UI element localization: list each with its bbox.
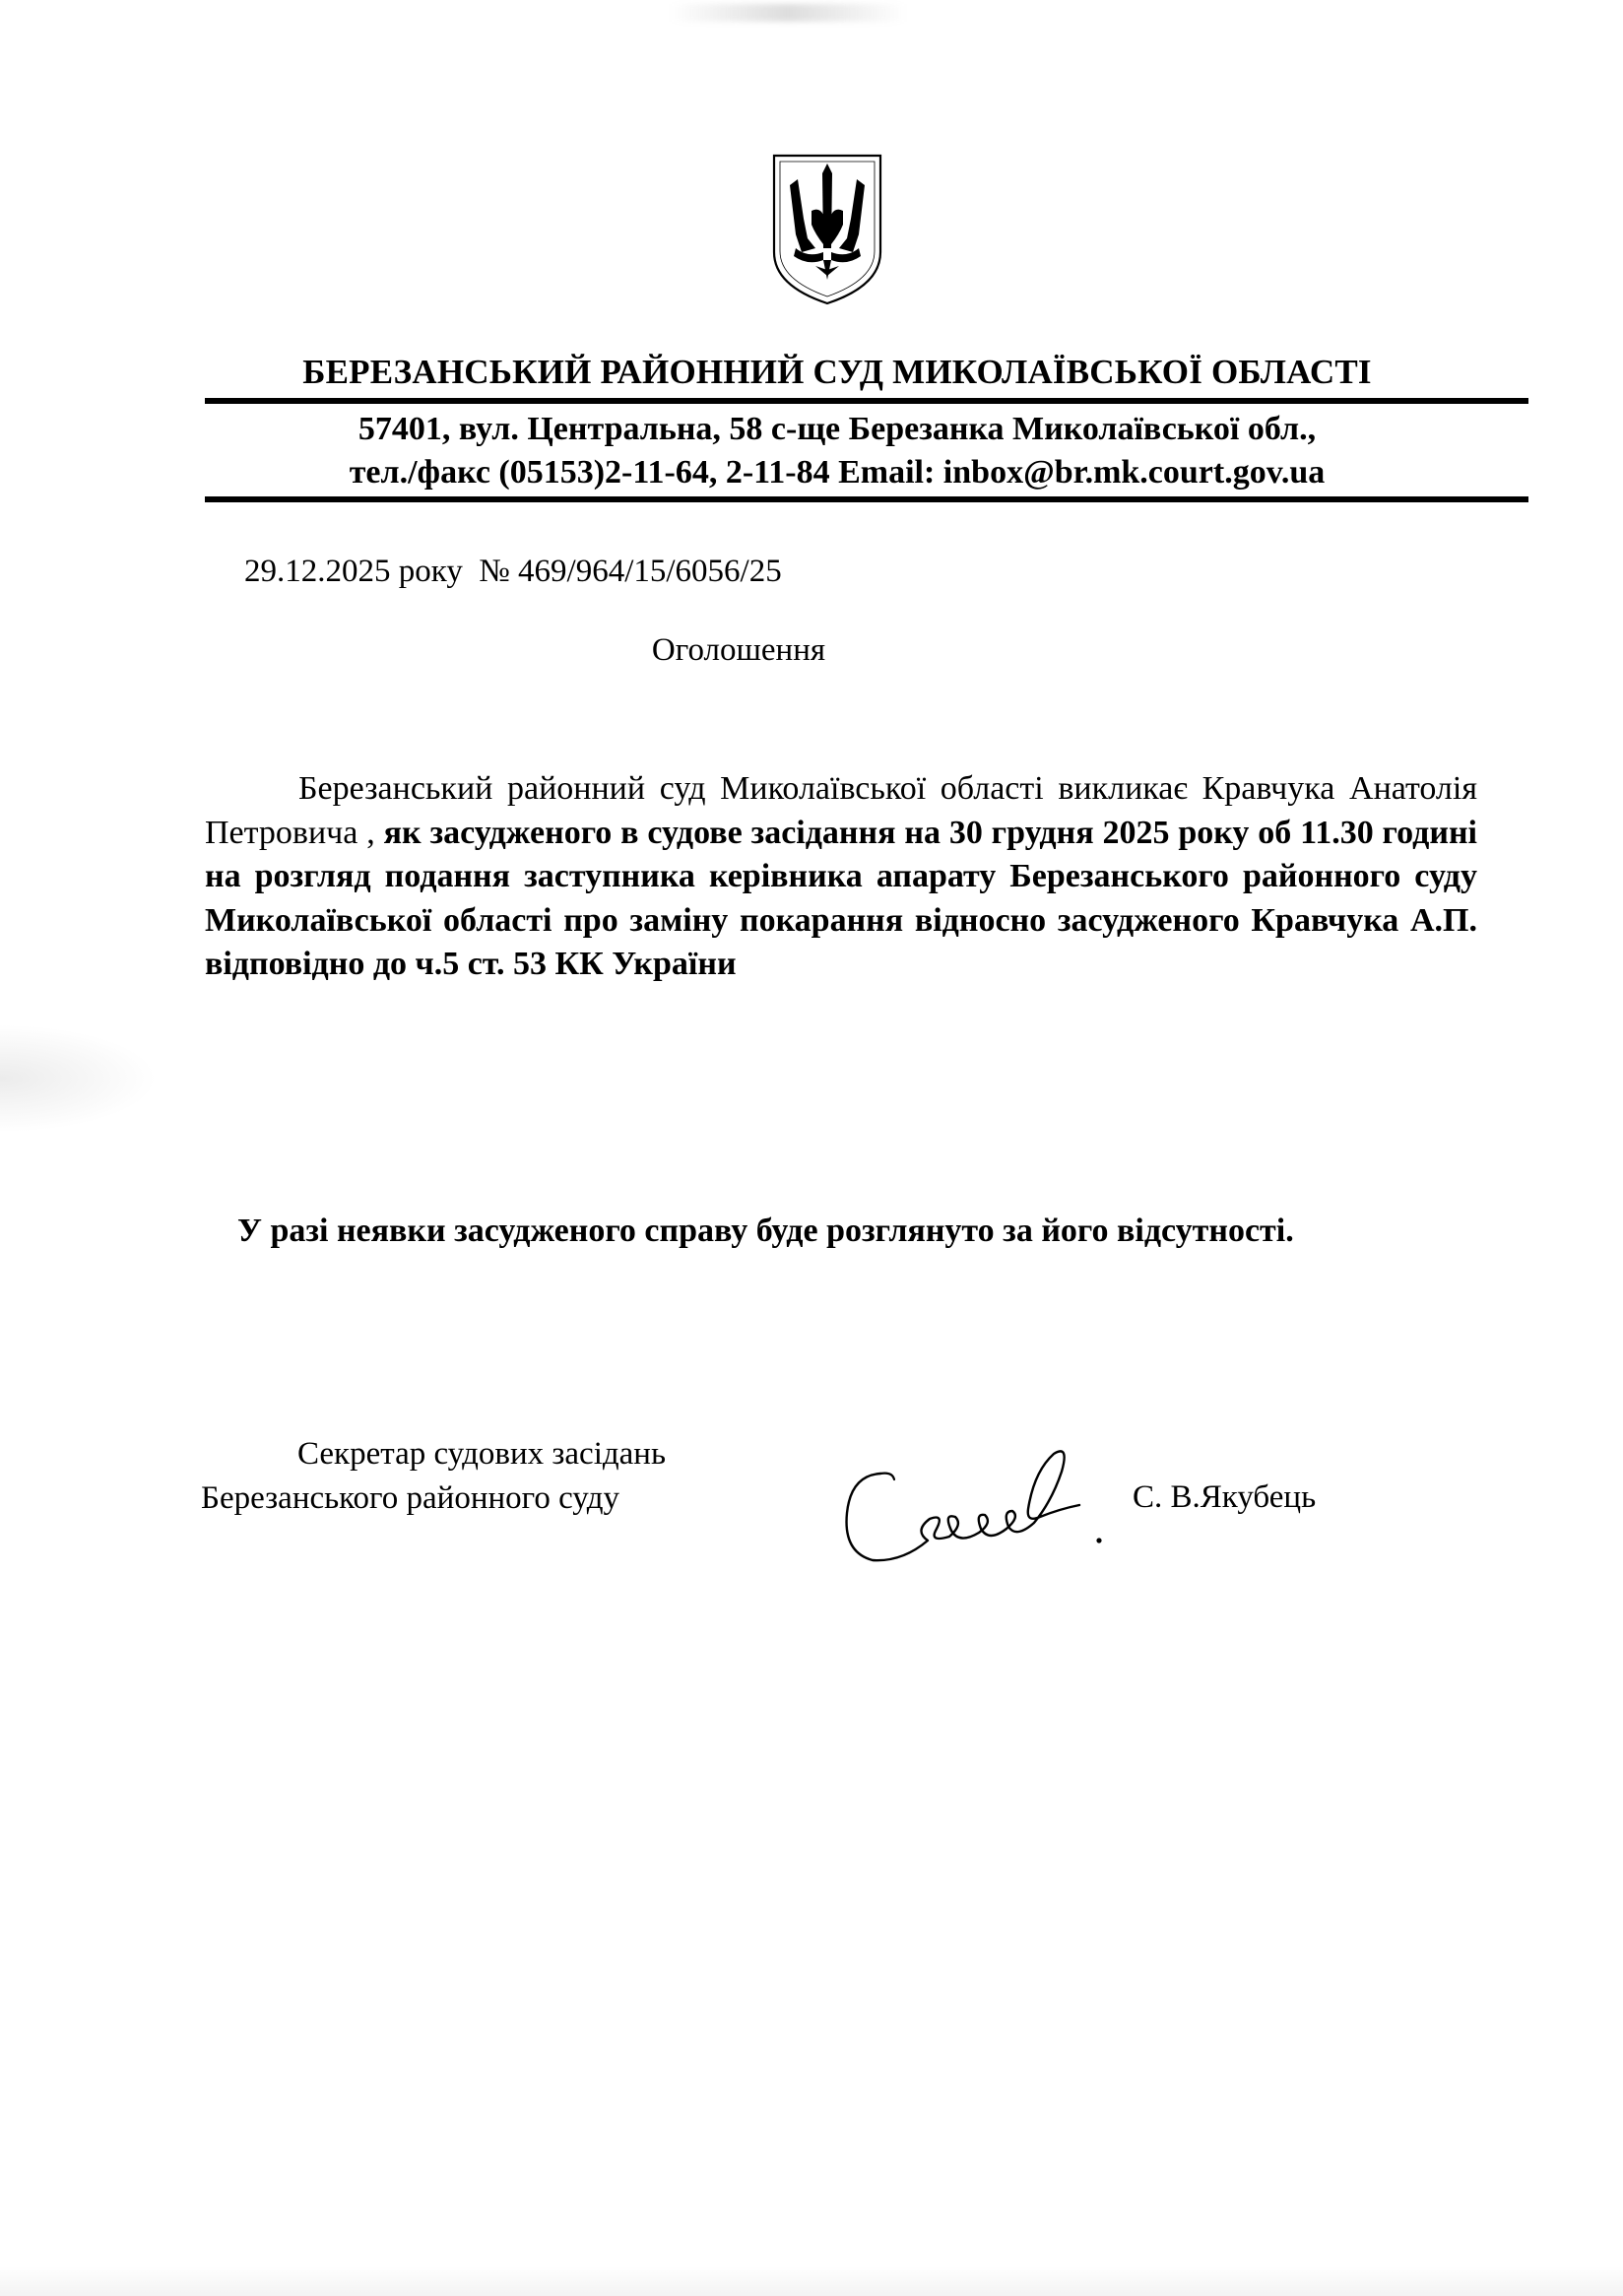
absence-notice xyxy=(205,1210,1308,1253)
notice-text: У разі неявки засудженого справу буде розглянуто за його відсутності. xyxy=(237,1213,1294,1249)
signatory-role xyxy=(201,1432,666,1521)
announcement-body xyxy=(205,767,1477,987)
role-line-text: Секретар судових засідань xyxy=(297,1436,667,1472)
scan-artifact xyxy=(0,1024,158,1133)
letterhead-divider xyxy=(205,398,1528,404)
signatory-name: С. В.Якубець xyxy=(1133,1479,1317,1515)
document-title: Оголошення xyxy=(651,632,826,668)
scan-artifact xyxy=(670,4,906,22)
scan-artifact xyxy=(0,2266,1623,2296)
court-address: 57401, вул. Центральна, 58 с-ще Березанка Миколаївської обл., xyxy=(357,411,1317,447)
role-line xyxy=(201,1432,666,1476)
letterhead-divider xyxy=(205,496,1528,502)
court-contacts: тел./факс (05153)2-11-64, 2-11-84 Email: inbox@br.mk.court.gov.ua xyxy=(349,454,1326,491)
handwritten-signature xyxy=(833,1414,1148,1582)
trident-coat-of-arms-icon xyxy=(768,150,886,307)
date-and-number: 29.12.2025 року № 469/964/15/6056/25 xyxy=(244,554,782,589)
court-name-heading: БЕРЕЗАНСЬКИЙ РАЙОННИЙ СУД МИКОЛАЇВСЬКОЇ ОБЛАСТІ xyxy=(302,353,1372,391)
role-line: Березанського районного суду xyxy=(201,1480,620,1516)
body-text-regular: Березанський районний суд Миколаївської області викликає Кравчука Анатолія Петровича , xyxy=(205,770,1477,851)
body-text-bold: як засудженого в судове засідання на 30 грудня 2025 року об 11.30 годині на розгляд подання заступника керівника апарату Березанського районного суду Миколаївської області про заміну покарання відносно засудженого Кравчука А.П. відповідно до ч.5 ст. 53 КК України xyxy=(205,814,1477,982)
